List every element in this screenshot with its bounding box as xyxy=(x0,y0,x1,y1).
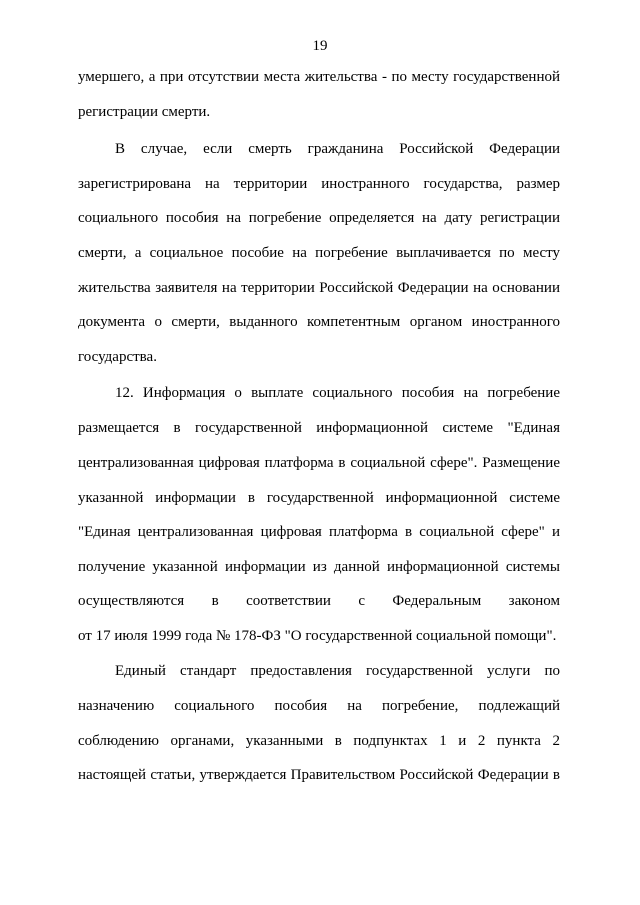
text-line: получение указанной информации из данной информационной системы xyxy=(78,559,560,575)
text-line: централизованная цифровая платформа в социальной сфере". Размещение xyxy=(78,455,560,471)
text-line: зарегистрирована на территории иностранного государства, размер xyxy=(78,176,560,192)
text-line: жительства заявителя на территории Российской Федерации на основании xyxy=(78,280,560,296)
text-line: осуществляются в соответствии с Федеральным законом xyxy=(78,593,560,609)
text-line: умершего, а при отсутствии места жительства - по месту государственной xyxy=(78,69,560,85)
text-line: указанной информации в государственной информационной системе xyxy=(78,490,560,506)
paragraph-first-line: Единый стандарт предоставления государственной услуги по xyxy=(115,663,560,679)
page-number: 19 xyxy=(312,38,328,54)
text-line: государства. xyxy=(78,349,157,365)
text-line: регистрации смерти. xyxy=(78,104,211,120)
text-line: назначению социального пособия на погребение, подлежащий xyxy=(78,698,560,714)
text-line: размещается в государственной информационной системе "Единая xyxy=(78,420,560,436)
text-line: смерти, а социальное пособие на погребение выплачивается по месту xyxy=(78,245,560,261)
text-line: от 17 июля 1999 года № 178-ФЗ "О государственной социальной помощи". xyxy=(78,628,557,644)
text-line: соблюдению органами, указанными в подпунктах 1 и 2 пункта 2 xyxy=(78,733,560,749)
text-line: документа о смерти, выданного компетентным органом иностранного xyxy=(78,314,560,330)
paragraph-first-line: 12. Информация о выплате социального пособия на погребение xyxy=(115,385,560,401)
text-line: социального пособия на погребение определяется на дату регистрации xyxy=(78,210,560,226)
text-line: настоящей статьи, утверждается Правительством Российской Федерации в xyxy=(78,767,560,783)
text-line: "Единая централизованная цифровая платформа в социальной сфере" и xyxy=(78,524,560,540)
paragraph-first-line: В случае, если смерть гражданина Российской Федерации xyxy=(115,141,560,157)
